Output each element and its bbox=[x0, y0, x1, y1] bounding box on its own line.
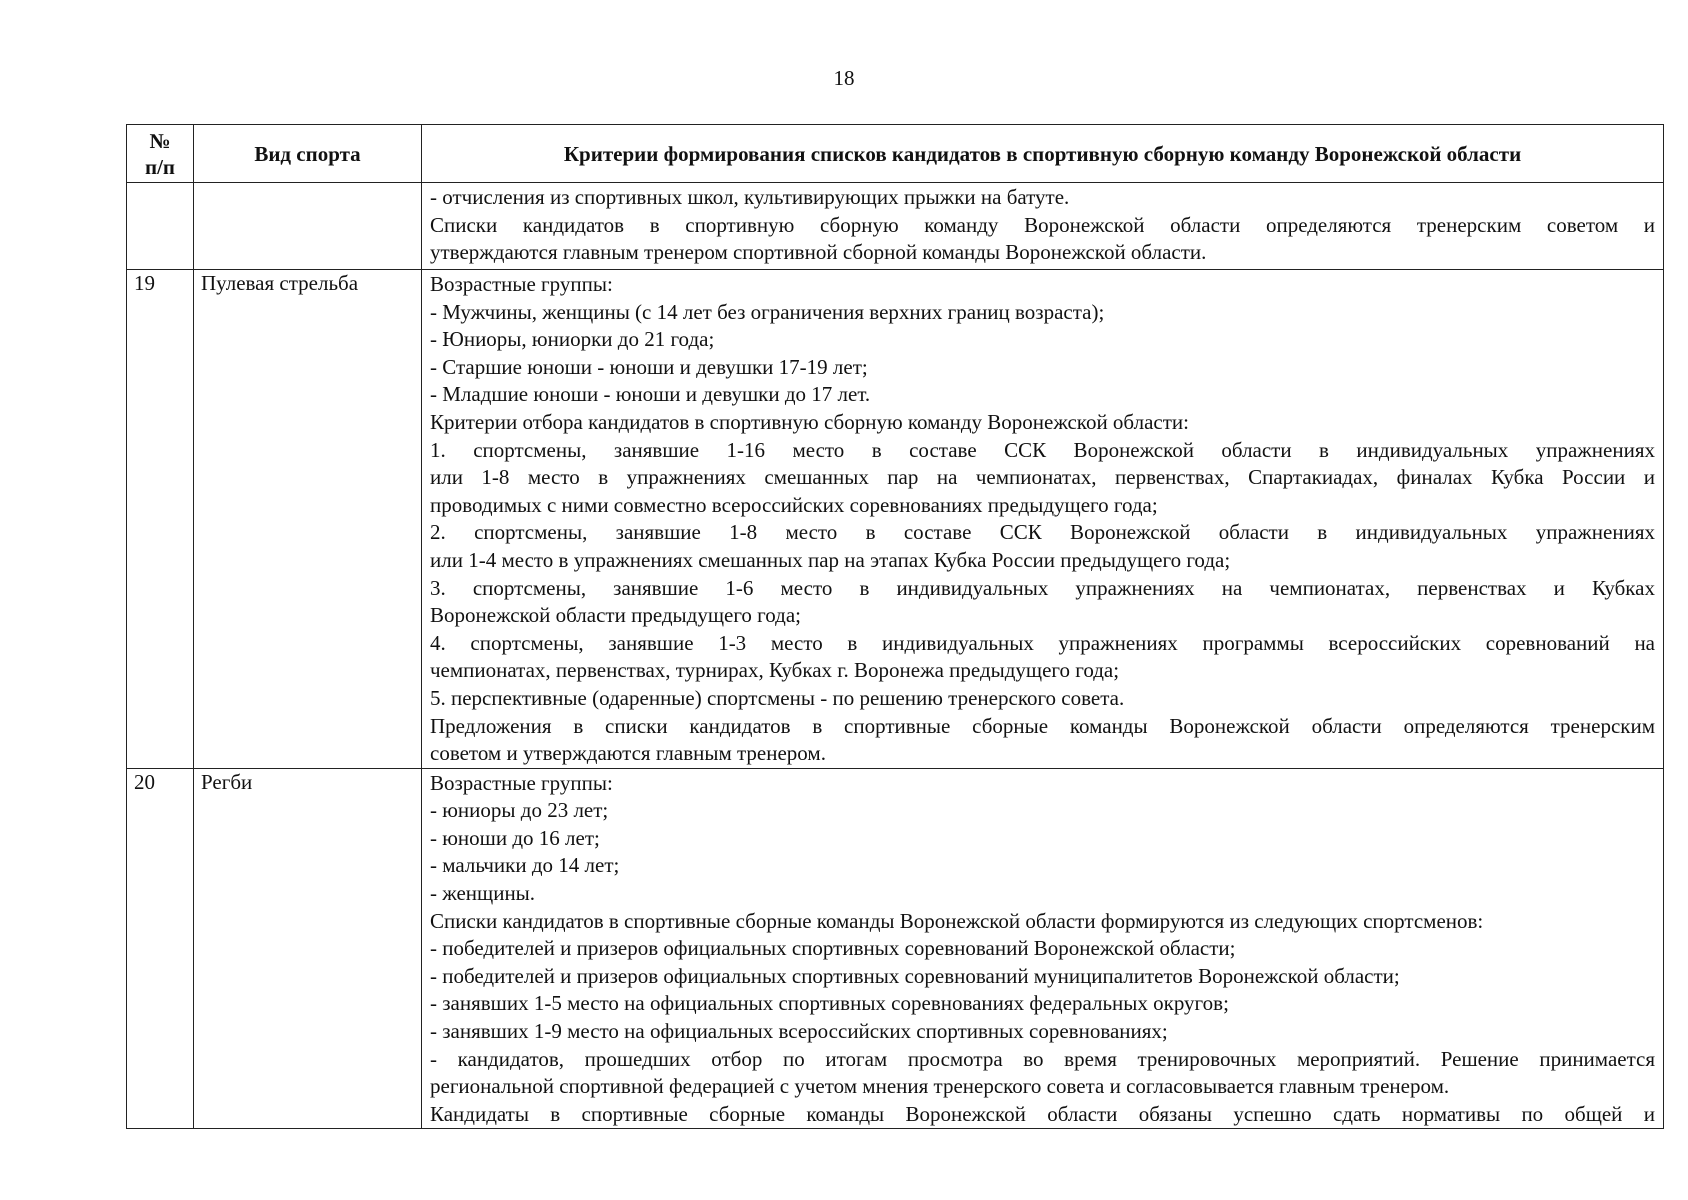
criteria-line: Предложения в списки кандидатов в спортивные сборные команды Воронежской области определяются тренерским bbox=[430, 713, 1655, 738]
criteria-line: 3. спортсмены, занявшие 1-6 место в индивидуальных упражнениях на чемпионатах, первенствах и Кубках bbox=[430, 575, 1655, 600]
criteria-line: - победителей и призеров официальных спортивных соревнований муниципалитетов Воронежской области; bbox=[430, 963, 1400, 988]
header-number-symbol: № bbox=[149, 128, 171, 153]
criteria-table bbox=[126, 124, 1664, 1129]
criteria-line: или 1-8 место в упражнениях смешанных пар на чемпионатах, первенствах, Спартакиадах, финалах Кубка России и bbox=[430, 465, 1655, 490]
criteria-line: - Младшие юноши - юноши и девушки до 17 лет. bbox=[430, 382, 871, 407]
criteria-line: региональной спортивной федерацией с учетом мнения тренерского совета и согласовывается главным тренером. bbox=[430, 1074, 1450, 1099]
page-number: 18 bbox=[833, 66, 855, 90]
criteria-line: - женщины. bbox=[430, 881, 536, 906]
criteria-line: 2. спортсмены, занявшие 1-8 место в составе ССК Воронежской области в индивидуальных упражнениях bbox=[430, 520, 1655, 545]
criteria-line: 1. спортсмены, занявшие 1-16 место в составе ССК Воронежской области в индивидуальных упражнениях bbox=[430, 437, 1655, 462]
criteria-line: Возрастные группы: bbox=[430, 770, 613, 795]
criteria-line: - Мужчины, женщины (с 14 лет без ограничения верхних границ возраста); bbox=[430, 299, 1105, 324]
criteria-line: Возрастные группы: bbox=[430, 272, 613, 296]
table-row bbox=[127, 270, 1664, 769]
criteria-line: проводимых с ними совместно всероссийских соревнованиях предыдущего года; bbox=[430, 492, 1158, 517]
table-header-row bbox=[127, 125, 1664, 183]
row-criteria bbox=[422, 270, 1664, 769]
criteria-line: Кандидаты в спортивные сборные команды Воронежской области обязаны успешно сдать нормативы по общей и bbox=[430, 1101, 1655, 1126]
row-number bbox=[127, 183, 194, 270]
criteria-line: 5. перспективные (одаренные) спортсмены - по решению тренерского совета. bbox=[430, 685, 1125, 710]
criteria-line: - занявших 1-5 место на официальных спортивных соревнованиях федеральных округов; bbox=[430, 991, 1229, 1016]
criteria-line: - Юниоры, юниорки до 21 года; bbox=[430, 327, 715, 352]
row-sport: Пулевая стрельба bbox=[194, 270, 422, 769]
table-row bbox=[127, 768, 1664, 1129]
row-criteria bbox=[422, 768, 1664, 1129]
criteria-line: - юноши до 16 лет; bbox=[430, 825, 600, 850]
row-criteria bbox=[422, 183, 1664, 270]
criteria-line: Списки кандидатов в спортивные сборные команды Воронежской области формируются из следующих спортсменов: bbox=[430, 908, 1484, 933]
criteria-line: Критерии отбора кандидатов в спортивную сборную команду Воронежской области: bbox=[430, 409, 1189, 434]
header-sport: Вид спорта bbox=[194, 125, 422, 183]
row-sport: Регби bbox=[194, 768, 422, 1129]
criteria-line: утверждаются главным тренером спортивной сборной команды Воронежской области. bbox=[430, 240, 1207, 265]
criteria-line: - победителей и призеров официальных спортивных соревнований Воронежской области; bbox=[430, 936, 1236, 961]
criteria-line: 4. спортсмены, занявшие 1-3 место в индивидуальных упражнениях программы всероссийских соревнований на bbox=[430, 630, 1655, 655]
row-sport bbox=[194, 183, 422, 270]
header-number bbox=[127, 125, 194, 183]
header-criteria: Критерии формирования списков кандидатов в спортивную сборную команду Воронежской области bbox=[422, 125, 1664, 183]
criteria-line: чемпионатах, первенствах, турнирах, Кубках г. Воронежа предыдущего года; bbox=[430, 658, 1120, 683]
criteria-line: Воронежской области предыдущего года; bbox=[430, 603, 802, 628]
criteria-line: Списки кандидатов в спортивную сборную команду Воронежской области определяются тренерским советом и bbox=[430, 212, 1655, 237]
criteria-line: - кандидатов, прошедших отбор по итогам просмотра во время тренировочных мероприятий. Решение принимается bbox=[430, 1046, 1655, 1071]
criteria-line: или 1-4 место в упражнениях смешанных пар на этапах Кубка России предыдущего года; bbox=[430, 547, 1231, 572]
criteria-line: - юниоры до 23 лет; bbox=[430, 798, 609, 823]
criteria-line: - Старшие юноши - юноши и девушки 17-19 лет; bbox=[430, 354, 868, 379]
criteria-line: - отчисления из спортивных школ, культивирующих прыжки на батуте. bbox=[430, 185, 1070, 209]
table-row bbox=[127, 183, 1664, 270]
criteria-line: - занявших 1-9 место на официальных всероссийских спортивных соревнованиях; bbox=[430, 1019, 1168, 1044]
row-number: 20 bbox=[127, 768, 194, 1129]
criteria-line: - мальчики до 14 лет; bbox=[430, 853, 620, 878]
criteria-line: советом и утверждаются главным тренером. bbox=[430, 741, 826, 766]
row-number: 19 bbox=[127, 270, 194, 769]
header-number-abbr: п/п bbox=[144, 154, 176, 179]
